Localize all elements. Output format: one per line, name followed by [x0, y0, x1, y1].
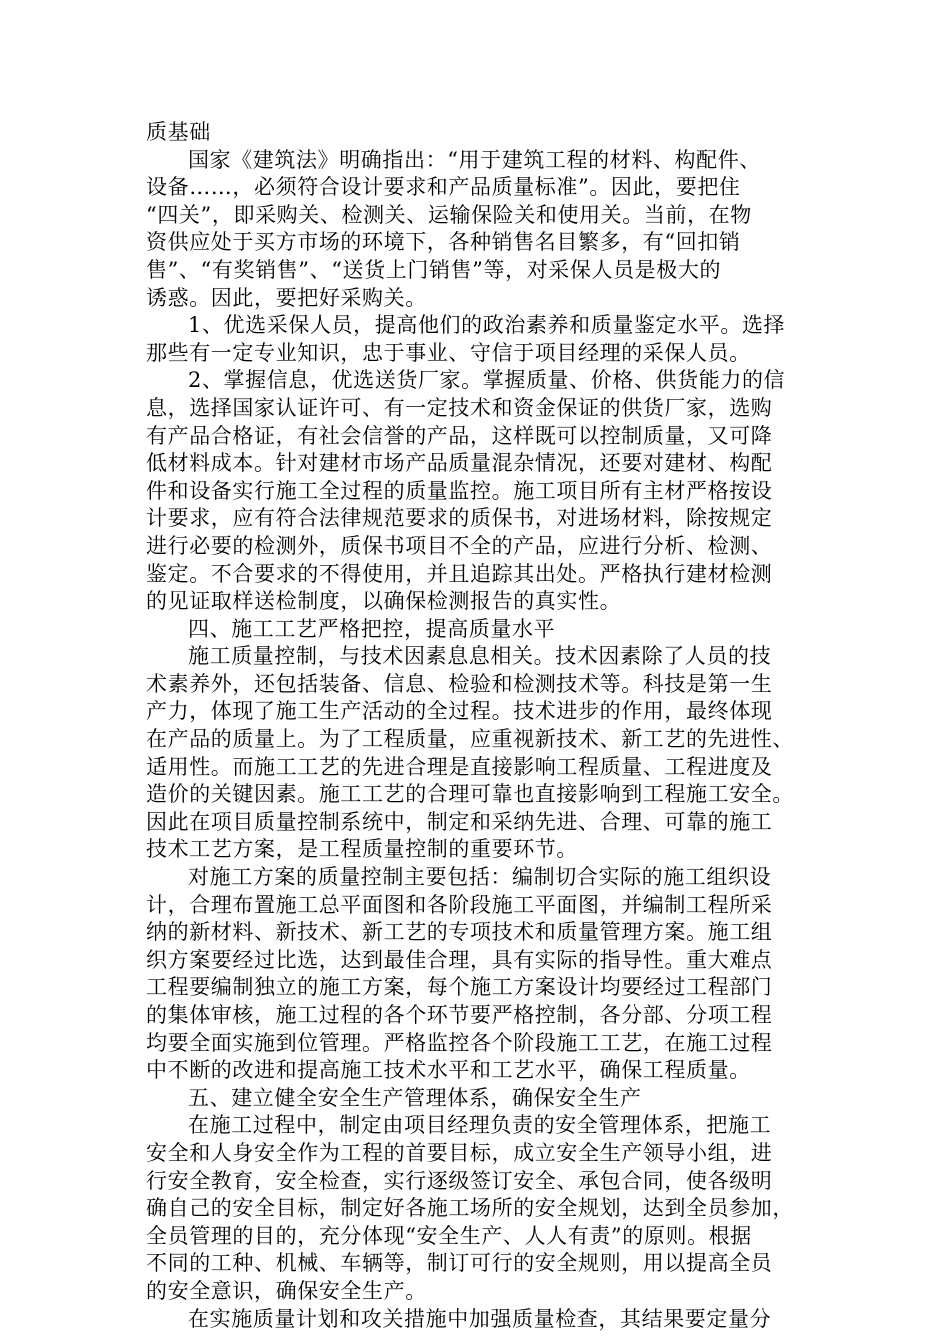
text-line: 的见证取样送检制度，以确保检测报告的真实性。 — [146, 589, 622, 614]
text-line: “四关”，即采购关、检测关、运输保险关和使用关。当前，在物 — [146, 202, 752, 227]
text-line: 安全和人身安全作为工程的首要目标，成立安全生产领导小组，进 — [146, 1140, 773, 1165]
text-line: 那些有一定专业知识，忠于事业、守信于项目经理的采保人员。 — [146, 340, 751, 365]
text-line: 均要全面实施到位管理。严格监控各个阶段施工工艺，在施工过程 — [146, 1030, 773, 1055]
text-line: 四、施工工艺严格把控，提高质量水平 — [188, 616, 556, 641]
text-line: 资供应处于买方市场的环境下，各种销售名目繁多，有“回扣销 — [146, 230, 741, 255]
text-line: 确自己的安全目标，制定好各施工场所的安全规划，达到全员参加， — [146, 1196, 794, 1221]
text-line: 纳的新材料、新技术、新工艺的专项技术和质量管理方案。施工组 — [146, 920, 773, 945]
text-line: 产力，体现了施工生产活动的全过程。技术进步的作用，最终体现 — [146, 699, 773, 724]
text-line: 国家《建筑法》明确指出：“用于建筑工程的材料、构配件、 — [188, 147, 761, 172]
text-line: 诱惑。因此，要把好采购关。 — [146, 285, 427, 310]
text-line: 五、建立健全安全生产管理体系，确保安全生产 — [188, 1085, 642, 1110]
text-line: 工程要编制独立的施工方案，每个施工方案设计均要经过工程部门 — [146, 975, 773, 1000]
text-line: 在实施质量计划和攻关措施中加强质量检查，其结果要定量分 — [188, 1306, 772, 1331]
text-line: 造价的关键因素。施工工艺的合理可靠也直接影响到工程施工安全。 — [146, 782, 794, 807]
text-line: 施工质量控制，与技术因素息息相关。技术因素除了人员的技 — [188, 644, 772, 669]
text-line: 在施工过程中，制定由项目经理负责的安全管理体系，把施工 — [188, 1113, 772, 1138]
text-line: 低材料成本。针对建材市场产品质量混杂情况，还要对建材、构配 — [146, 451, 773, 476]
text-line: 的安全意识，确保安全生产。 — [146, 1278, 427, 1303]
text-line: 的集体审核，施工过程的各个环节要严格控制，各分部、分项工程 — [146, 1003, 773, 1027]
text-line: 售”、“有奖销售”、“送货上门销售”等，对采保人员是极大的 — [146, 257, 722, 282]
text-line: 不同的工种、机械、车辆等，制订可行的安全规则，用以提高全员 — [146, 1251, 773, 1276]
text-line: 对施工方案的质量控制主要包括：编制切合实际的施工组织设 — [188, 865, 772, 890]
text-line: 鉴定。不合要求的不得使用，并且追踪其出处。严格执行建材检测 — [146, 561, 773, 586]
document-body — [146, 119, 806, 1333]
text-line: 中不断的改进和提高施工技术水平和工艺水平，确保工程质量。 — [146, 1058, 751, 1083]
text-line: 在产品的质量上。为了工程质量，应重视新技术、新工艺的先进性、 — [146, 727, 794, 752]
text-line: 设备……，必须符合设计要求和产品质量标准”。因此，要把住 — [146, 175, 741, 200]
text-line: 术素养外，还包括装备、信息、检验和检测技术等。科技是第一生 — [146, 671, 773, 696]
text-line: 行安全教育，安全检查，实行逐级签订安全、承包合同，使各级明 — [146, 1168, 773, 1193]
text-line: 息，选择国家认证许可、有一定技术和资金保证的供货厂家，选购 — [146, 395, 773, 420]
text-line: 适用性。而施工工艺的先进合理是直接影响工程质量、工程进度及 — [146, 754, 773, 779]
text-line: 进行必要的检测外，质保书项目不全的产品，应进行分析、检测、 — [146, 533, 773, 558]
text-line: 技术工艺方案，是工程质量控制的重要环节。 — [146, 837, 578, 862]
text-line: 质基础 — [146, 120, 211, 144]
text-line: 计，合理布置施工总平面图和各阶段施工平面图，并编制工程所采 — [146, 892, 773, 917]
text-line: 全员管理的目的，充分体现“安全生产、人人有责”的原则。根据 — [146, 1223, 752, 1248]
text-line: 件和设备实行施工全过程的质量监控。施工项目所有主材严格按设 — [146, 478, 773, 503]
text-line: 2、掌握信息，优选送货厂家。掌握质量、价格、供货能力的信 — [188, 368, 786, 393]
text-line: 1、优选采保人员，提高他们的政治素养和质量鉴定水平。选择 — [188, 313, 786, 338]
text-line: 有产品合格证，有社会信誉的产品，这样既可以控制质量，又可降 — [146, 423, 773, 448]
text-line: 织方案要经过比选，达到最佳合理，具有实际的指导性。重大难点 — [146, 947, 773, 972]
text-line: 计要求，应有符合法律规范要求的质保书，对进场材料，除按规定 — [146, 506, 773, 531]
text-line: 因此在项目质量控制系统中，制定和采纳先进、合理、可靠的施工 — [146, 809, 773, 834]
